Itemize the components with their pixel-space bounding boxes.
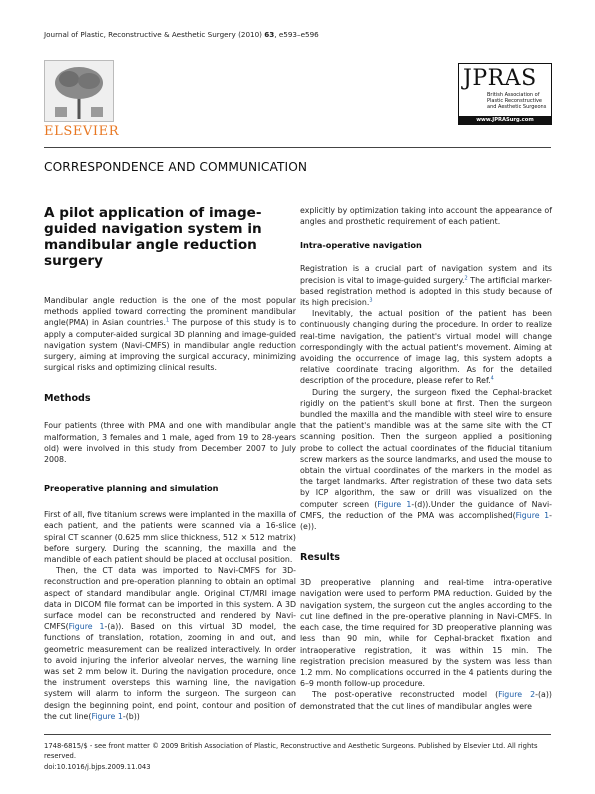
figure-link[interactable]: Figure 1 [68, 622, 105, 632]
elsevier-logo [44, 60, 124, 140]
footer [44, 741, 551, 772]
figure-link[interactable]: Figure 1 [515, 510, 550, 520]
elsevier-wordmark: ELSEVIER [44, 124, 120, 139]
results-paragraph-1: 3D preoperative planning and real-time intra-operative navigation were used to perform PMA reduction. Guided by the navigation system, the surgeon cut the angles according to the cut line defined in the pre-operative planning in Navi-CMFS. In each case, the time required for 3D preoperative planning was less than 90 min, while for Cephal-bracket fixation and intraoperative registration, it was within 15 min. The registration precision measured by the system was less than 1.2 mm. No complications occurred in the 4 patients during the 6–9 month follow-up procedure. [300, 578, 552, 689]
copyright-line: 1748-6815/$ - see front matter © 2009 British Association of Plastic, Reconstructive and Aesthetic Surgeons. Published by Elsevier Ltd. All rights reserved. [44, 742, 538, 761]
intraop-text: The artificial marker-based registration method is adopted in this study because of its high precision. [300, 275, 552, 308]
header-divider [44, 147, 551, 148]
footer-divider [44, 734, 551, 735]
right-column [300, 205, 552, 712]
methods-paragraph: Four patients (three with PMA and one with mandibular angle malformation, 3 females and 1 male, aged from 19 to 28-years old) were involved in this study from December 2007 to July 2008. [44, 421, 296, 465]
preop-paragraph-2 [44, 565, 296, 722]
preop-text: Then, the CT data was imported to Navi-CMFS for 3D-reconstruction and pre-operation planning to obtain an optimal aspect of standard mandibular angle. Original CT/MRI image data in DICOM file format can be imported in this system. A 3D surface model can be reconstructed and rendered by Navi-CMFS( [44, 566, 296, 632]
figure-link[interactable]: Figure 1 [377, 499, 412, 509]
intraop-text: -(d)).Under the guidance of Navi-CMFS, the reduction of the PMA was accomplished( [300, 499, 552, 520]
results-text: The post-operative reconstructed model ( [312, 690, 499, 700]
continuation-paragraph: explicitly by optimization taking into account the appearance of angles and prosthetic requirement of each patient. [300, 206, 552, 227]
intraop-text: Inevitably, the actual position of the patient has been continuously changing during the procedure. In order to realize real-time navigation, the patient's virtual model will change correspondingly with the actual patient's movement. Aiming at avoiding the occurrence of image lag, this system adopts a relative coordinate tracing algorithm. As for the detailed description of the procedure, please refer to Ref. [300, 309, 552, 386]
jpras-url: www.JPRASurg.com [459, 116, 551, 124]
elsevier-tree-icon [44, 60, 114, 122]
running-header [44, 30, 564, 39]
results-text: -(a)) demonstrated that the cut lines of mandibular angles were [300, 690, 552, 711]
intro-paragraph [44, 295, 296, 373]
results-paragraph-2 [300, 689, 552, 711]
section-label: CORRESPONDENCE AND COMMUNICATION [44, 160, 308, 174]
doi-line[interactable]: doi:10.1016/j.bjps.2009.11.043 [44, 762, 151, 771]
preop-text: -(a)). Based on this virtual 3D model, the functions of translation, rotation, zooming in and out, and geometric measurement can be realized interactively. In order to avoid injuring the inferior alveolar nerves, the warning line was set 2 mm below it. During the navigation procedure, once the instrument oversteps this warning line, the navigation system will alarm to inform the surgeon. The surgeon can design the beginning point, end point, contour and position of the cut line( [44, 622, 297, 721]
intro-text: Mandibular angle reduction is the one of the most popular methods applied toward correcting the prominent mandibular angle(PMA) in Asian countries. [44, 296, 296, 328]
jpras-wordmark: JPRAS [463, 66, 537, 91]
results-heading: Results [300, 552, 341, 564]
intraop-paragraph-1 [300, 263, 552, 308]
journal-volume: 63 [264, 30, 275, 39]
journal-pages: , e593–e596 [274, 30, 319, 39]
figure-link[interactable]: Figure 1 [91, 711, 123, 721]
preop-heading: Preoperative planning and simulation [44, 483, 219, 494]
intraop-text: Registration is a crucial part of navigation system and its precision is vital to image-guided surgery. [300, 264, 552, 285]
citation-link[interactable]: 1 [165, 317, 170, 324]
preop-paragraph-1: First of all, five titanium screws were implanted in the maxilla of each patient, and the patients were scanned via a 16-slice spiral CT scanner (0.625 mm slice thickness, 512 × 512 matrix) before surgery. During the scanning, the maxilla and the mandible of each patient should be placed at occlusal position. [44, 510, 297, 565]
preop-text: -(b)) [122, 711, 140, 721]
figure-link[interactable]: Figure 2 [498, 690, 536, 700]
jpras-logo [458, 63, 552, 125]
intro-text: The purpose of this study is to apply a computer-aided surgical 3D planning and image-guided navigation system (Navi-CMFS) in mandibular angle reduction surgery, aiming at improving the surgical accuracy, minimizing surgical risks and optimizing clinical results. [44, 318, 296, 373]
intraop-text: During the surgery, the surgeon fixed the Cephal-bracket rigidly on the patient's skull bone at first. Then the surgeon bundled the maxilla and the mandible with steel wire to ensure that the patient's mandible was at the same site with the CT scanning position. Then the surgeon applied a positioning probe to collect the actual coordinates of the fiducial titanium screw markers as the source landmarks, and used the mouse to obtain the virtual coordinates of the markers in the model as the target landmarks. After registration of these two data sets by ICP algorithm, the saw or drill was visualized on the computer screen ( [300, 387, 552, 509]
methods-heading: Methods [44, 393, 91, 405]
journal-name: Journal of Plastic, Reconstructive & Aesthetic Surgery (2010) [44, 30, 265, 39]
intraop-text: -(e)). [300, 510, 552, 532]
citation-link[interactable]: 4 [490, 375, 494, 382]
article-title: A pilot application of image-guided navigation system in mandibular angle reduction surgery [44, 205, 262, 269]
jpras-association: British Association of Plastic Reconstructive and Aesthetic Surgeons [487, 92, 547, 110]
citation-link[interactable]: 2 [464, 275, 468, 281]
intraop-heading: Intra-operative navigation [300, 240, 422, 251]
intraop-paragraph-2 [300, 308, 552, 386]
left-column [44, 205, 296, 722]
intraop-paragraph-3 [300, 387, 552, 533]
citation-link[interactable]: 3 [369, 297, 373, 304]
